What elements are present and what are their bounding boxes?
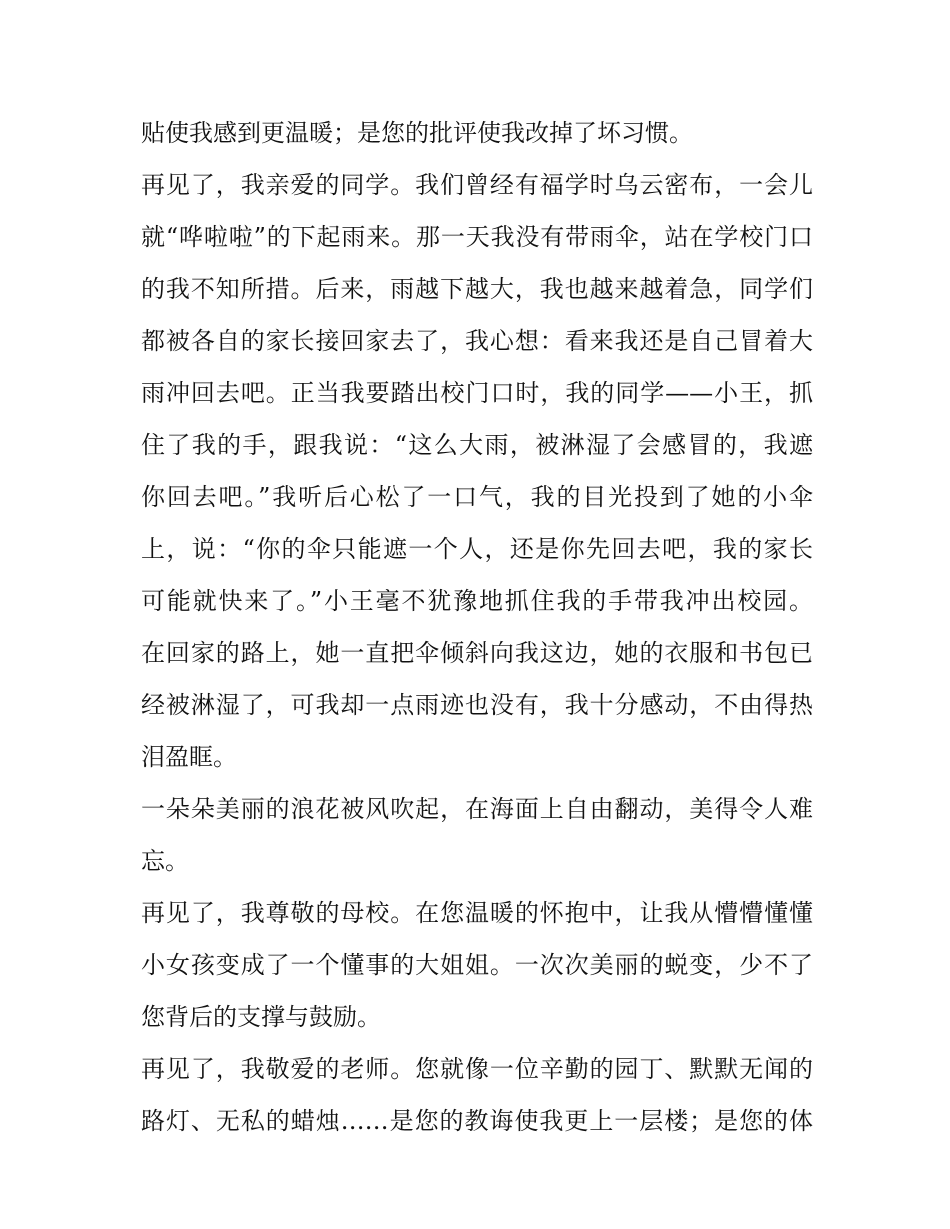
- text-line: 再见了，我敬爱的老师。您就像一位辛勤的园丁、默默无闻的: [141, 1055, 813, 1083]
- text-line: 忘。: [141, 847, 189, 875]
- text-line: 再见了，我尊敬的母校。在您温暖的怀抱中，让我从懵懵懂懂: [141, 899, 813, 927]
- text-line: 再见了，我亲爱的同学。我们曾经有福学时乌云密布，一会儿: [141, 171, 813, 199]
- text-line: 你回去吧。”我听后心松了一口气，我的目光投到了她的小伞: [141, 483, 813, 511]
- text-line: 泪盈眶。: [141, 743, 237, 771]
- text-line: 路灯、无私的蜡烛……是您的教诲使我更上一层楼；是您的体: [141, 1107, 813, 1135]
- text-line: 小女孩变成了一个懂事的大姐姐。一次次美丽的蜕变，少不了: [141, 951, 813, 979]
- text-line: 在回家的路上，她一直把伞倾斜向我这边，她的衣服和书包已: [141, 639, 813, 667]
- text-line: 可能就快来了。”小王毫不犹豫地抓住我的手带我冲出校园。: [141, 587, 813, 615]
- text-line: 都被各自的家长接回家去了，我心想：看来我还是自己冒着大: [141, 327, 813, 355]
- text-line: 上，说：“你的伞只能遮一个人，还是你先回去吧，我的家长: [141, 535, 813, 563]
- text-line: 经被淋湿了，可我却一点雨迹也没有，我十分感动，不由得热: [141, 691, 813, 719]
- text-line: 就“哗啦啦”的下起雨来。那一天我没有带雨伞，站在学校门口: [141, 223, 813, 251]
- text-line: 的我不知所措。后来，雨越下越大，我也越来越着急，同学们: [141, 275, 813, 303]
- text-line: 雨冲回去吧。正当我要踏出校门口时，我的同学——小王，抓: [141, 379, 813, 407]
- text-line: 贴使我感到更温暖；是您的批评使我改掉了坏习惯。: [141, 119, 693, 147]
- text-line: 一朵朵美丽的浪花被风吹起，在海面上自由翻动，美得令人难: [141, 795, 813, 823]
- text-line: 您背后的支撑与鼓励。: [141, 1003, 381, 1031]
- text-line: 住了我的手，跟我说：“这么大雨，被淋湿了会感冒的，我遮: [141, 431, 813, 459]
- essay-text: [141, 107, 813, 1147]
